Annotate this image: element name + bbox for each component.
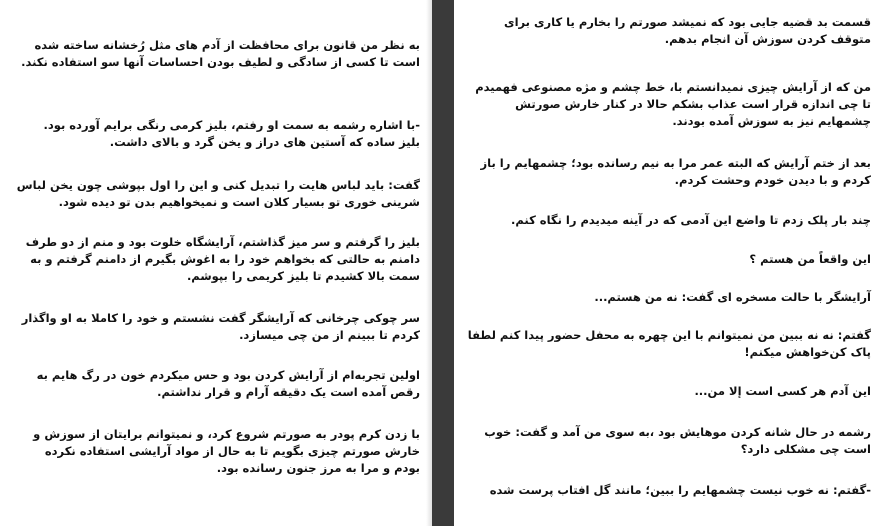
text-line: گفت: باید لباس هایت را تبدیل کنی و این را اول بپوشی چون یخن لباس [16,178,420,192]
text-line: من که از آرایش چیزی نمیدانستم با، خط چشم و مژه مصنوعی فهمیدم [475,80,871,94]
paragraph [43,117,420,151]
text-line: به نظر من قانون برای محافظت از آدم های مثل رُخشانه ساخته شده [34,38,420,52]
paragraph [22,310,420,344]
text-line: اولین تجربه‌ام از آرایش کردن بود و حس میکردم خون در رگ هایم به [36,368,420,382]
left-page [0,0,432,526]
text-line: گفتم: نه نه ببین من نمیتوانم با این چهره به محفل حضور پیدا کنم لطفا [467,328,871,342]
paragraph [468,327,871,361]
book-gutter [432,0,454,526]
text-line: پاک کن‌خواهش میکنم! [744,345,871,359]
text-line: متوقف کردن سوزش آن انجام بدهم. [664,32,871,46]
text-line: است تا کسی از سادگی و لطیف بودن احساسات آنها سو استفاده نکند. [21,55,420,69]
paragraph [33,426,420,477]
paragraph [484,424,871,458]
paragraph [504,14,871,48]
text-line: چند بار پلک زدم تا واضع این آدمی که در آینه میدیدم را نگاه کنم. [511,213,871,227]
text-line: رشمه در حال شانه کردن موهایش بود ،به سوی من آمد و گفت: خوب [484,425,871,439]
text-line: آرایشگر با حالت مسخره ای گفت: نه من هستم... [594,290,871,304]
paragraph [37,367,420,401]
text-line: خارش صورتم چیزی بگویم تا به حال از مواد آرایشی استفاده نکرده [44,444,420,458]
text-line: است چی مشکلی دارد؟ [740,442,871,456]
paragraph [694,383,871,400]
paragraph [511,212,871,229]
text-line: بلیز ساده که آستین های دراز و یخن گرد و بالای داشت. [109,135,420,149]
text-line: این واقعاً من هستم ؟ [749,252,871,266]
text-line: -با اشاره رشمه به سمت او رفتم، بلیز کرمی رنگی برایم آورده بود. [43,118,420,132]
right-page [454,0,888,526]
text-line: بعد از ختم آرایش که البته عمر مرا به نیم رسانده بود؛ چشمهایم را باز [480,156,871,170]
paragraph [21,37,420,71]
text-line: تا چی اندازه قرار است عذاب بشکم حالا در کنار خارش صورتش [515,97,871,111]
paragraph [749,251,871,268]
text-line: رقص آمده است یک دقیقه آرام و قرار نداشتم. [157,385,420,399]
text-line: دامنم به حالتی که بخواهم خود را به اغوش بگیرم از دامنم گرفتم و به [30,252,420,266]
paragraph [594,289,871,306]
text-line: سر چوکی چرخانی که آرایشگر گفت نشستم و خود را کاملا به او واگذار [21,311,420,325]
paragraph [475,79,871,130]
paragraph [26,234,420,285]
paragraph [481,155,871,189]
text-line: سمت بالا کشیدم تا بلیز کریمی را بپوشم. [186,269,420,283]
paragraph [17,177,420,211]
text-line: بودم و مرا به مرز جنون رسانده بود. [216,461,420,475]
text-line: قسمت بد قضیه جایی بود که نمیشد صورتم را بخارم یا کاری برای [504,15,871,29]
text-line: کردم تا ببینم از من چی میسازد. [239,328,420,342]
text-line: چشمهایم نیز به سوزش آمده بودند. [672,114,871,128]
text-line: بلیز را گرفتم و سر میز گذاشتم، آرایشگاه خلوت بود و منم از دو طرف [25,235,420,249]
text-line: -گفتم: نه خوب نیست چشمهایم را ببین؛ مانند گل افتاب پرست شده [489,483,871,497]
paragraph [490,482,871,499]
text-line: این آدم هر کسی است إلا من... [694,384,871,398]
text-line: شرینی خوری تو بسیار کلان است و نمیخواهیم بدن تو دیده شود. [58,195,420,209]
text-line: کردم و با دیدن خودم وحشت کردم. [674,173,871,187]
text-line: با زدن کرم پودر به صورتم شروع کرد، و نمیتوانم برایتان از سوزش و [33,427,420,441]
